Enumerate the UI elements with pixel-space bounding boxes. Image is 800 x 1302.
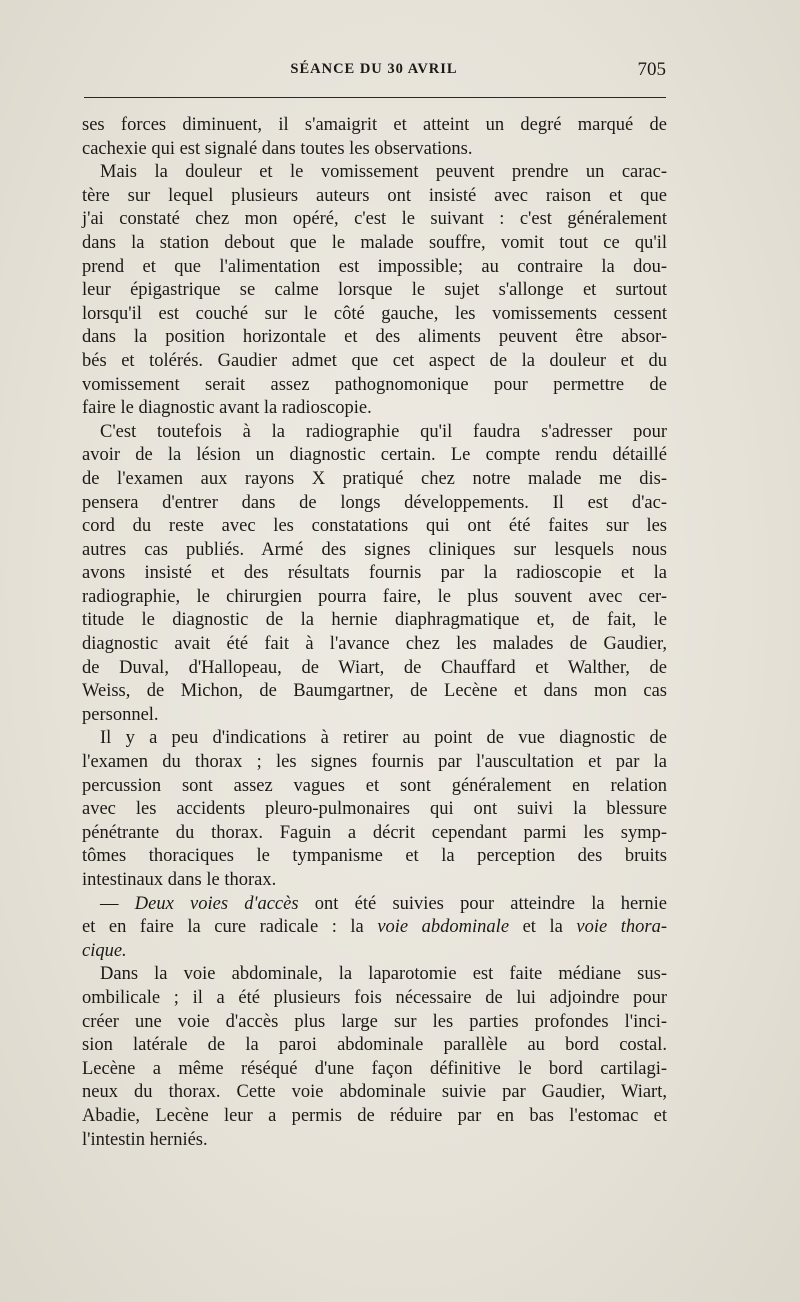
text-line: leur épigastrique se calme lorsque le sujet s'allonge et surtout	[82, 280, 667, 301]
text-line: dans la station debout que le malade souffre, vomit tout ce qu'il	[82, 232, 667, 253]
text-line: tère sur lequel plusieurs auteurs ont insisté avec raison et que	[82, 185, 667, 206]
text-line: avec les accidents pleuro-pulmonaires qui ont suivi la blessure	[82, 799, 667, 820]
text-line: cord du reste avec les constatations qui ont été faites sur les	[82, 516, 667, 537]
text-line: de Duval, d'Hallopeau, de Wiart, de Chauffard et Walther, de	[82, 657, 667, 678]
text-line: ses forces diminuent, il s'amaigrit et atteint un degré marqué de	[82, 115, 667, 135]
text-line: tômes thoraciques le tympanisme et la perception des bruits	[82, 846, 667, 867]
text-line: vomissement serait assez pathognomonique pour permettre de	[82, 374, 667, 395]
text-line: C'est toutefois à la radiographie qu'il faudra s'adresser pour	[100, 421, 667, 442]
text-line: bés et tolérés. Gaudier admet que cet aspect de la douleur et du	[82, 350, 667, 371]
text-line: avons insisté et des résultats fournis par la radioscopie et la	[82, 563, 667, 584]
text-line: percussion sont assez vagues et sont généralement en relation	[82, 775, 667, 796]
text-line: intestinaux dans le thorax.	[82, 870, 277, 890]
text-line: radiographie, le chirurgien pourra faire, le plus souvent avec cer-	[82, 586, 667, 607]
text-line: autres cas publiés. Armé des signes cliniques sur lesquels nous	[82, 539, 667, 560]
text-line: Lecène a même réséqué d'une façon définitive le bord cartilagi-	[82, 1058, 667, 1079]
page-header	[82, 61, 666, 83]
running-head: SÉANCE DU 30 AVRIL	[290, 61, 458, 77]
text-line: de l'examen aux rayons X pratiqué chez notre malade me dis-	[82, 468, 667, 489]
text-line	[82, 893, 667, 917]
text-line: dans la position horizontale et des aliments peuvent être absor-	[82, 327, 667, 348]
text-line: prend et que l'alimentation est impossible; au contraire la dou-	[82, 256, 667, 277]
italic-phrase: voie thora-	[576, 917, 668, 938]
text-line: faire le diagnostic avant la radioscopie.	[82, 398, 372, 419]
text-line: neux du thorax. Cette voie abdominale suivie par Gaudier, Wiart,	[82, 1082, 667, 1103]
text-line: j'ai constaté chez mon opéré, c'est le suivant : c'est généralement	[82, 209, 667, 230]
text-line: lorsqu'il est couché sur le côté gauche, les vomissements cessent	[82, 303, 667, 324]
paragraph	[82, 114, 667, 161]
paragraph	[82, 893, 667, 964]
italic-phrase: voie abdominale	[377, 917, 510, 938]
text-line: ombilicale ; il a été plusieurs fois nécessaire de lui adjoindre pour	[82, 987, 667, 1008]
text-line: Dans la voie abdominale, la laparotomie est faite médiane sus-	[100, 964, 667, 985]
paragraph	[82, 727, 667, 892]
paragraph	[82, 161, 667, 421]
italic-phrase: Deux voies d'accès	[134, 893, 299, 914]
header-rule	[84, 97, 666, 98]
page-number: 705	[637, 59, 666, 80]
text-line: avoir de la lésion un diagnostic certain. Le compte rendu détaillé	[82, 445, 667, 466]
paragraph	[82, 421, 667, 728]
text-line: Il y a peu d'indications à retirer au point de vue diagnostic de	[100, 728, 667, 749]
text-line: l'intestin herniés.	[82, 1129, 208, 1150]
text-line: Abadie, Lecène leur a permis de réduire par en bas l'estomac et	[82, 1105, 667, 1126]
text-line: diagnostic avait été fait à l'avance chez les malades de Gaudier,	[82, 634, 667, 655]
em-dash: —	[100, 893, 135, 914]
text-line: titude le diagnostic de la hernie diaphragmatique et, de fait, le	[82, 610, 667, 631]
text-line: l'examen du thorax ; les signes fournis par l'auscultation et par la	[82, 752, 667, 773]
text-run: et la	[509, 917, 577, 938]
italic-phrase: cique.	[82, 940, 127, 961]
text-line: personnel.	[82, 704, 159, 725]
text-line: créer une voie d'accès plus large sur les parties profondes l'inci-	[82, 1011, 667, 1032]
text-line	[82, 940, 667, 964]
text-line: sion latérale de la paroi abdominale parallèle au bord costal.	[82, 1035, 667, 1056]
text-line: Mais la douleur et le vomissement peuvent prendre un carac-	[100, 162, 667, 183]
text-run: et en faire la cure radicale : la	[82, 917, 378, 938]
body-text	[82, 114, 667, 1152]
text-line	[82, 916, 667, 940]
text-line: cachexie qui est signalé dans toutes les observations.	[82, 138, 473, 159]
text-line: pénétrante du thorax. Faguin a décrit cependant parmi les symp-	[82, 822, 667, 843]
text-line: pensera d'entrer dans de longs développements. Il est d'ac-	[82, 492, 667, 513]
paragraph	[82, 963, 667, 1152]
text-run: ont été suivies pour atteindre la hernie	[298, 893, 668, 914]
text-line: Weiss, de Michon, de Baumgartner, de Lecène et dans mon cas	[82, 681, 667, 702]
